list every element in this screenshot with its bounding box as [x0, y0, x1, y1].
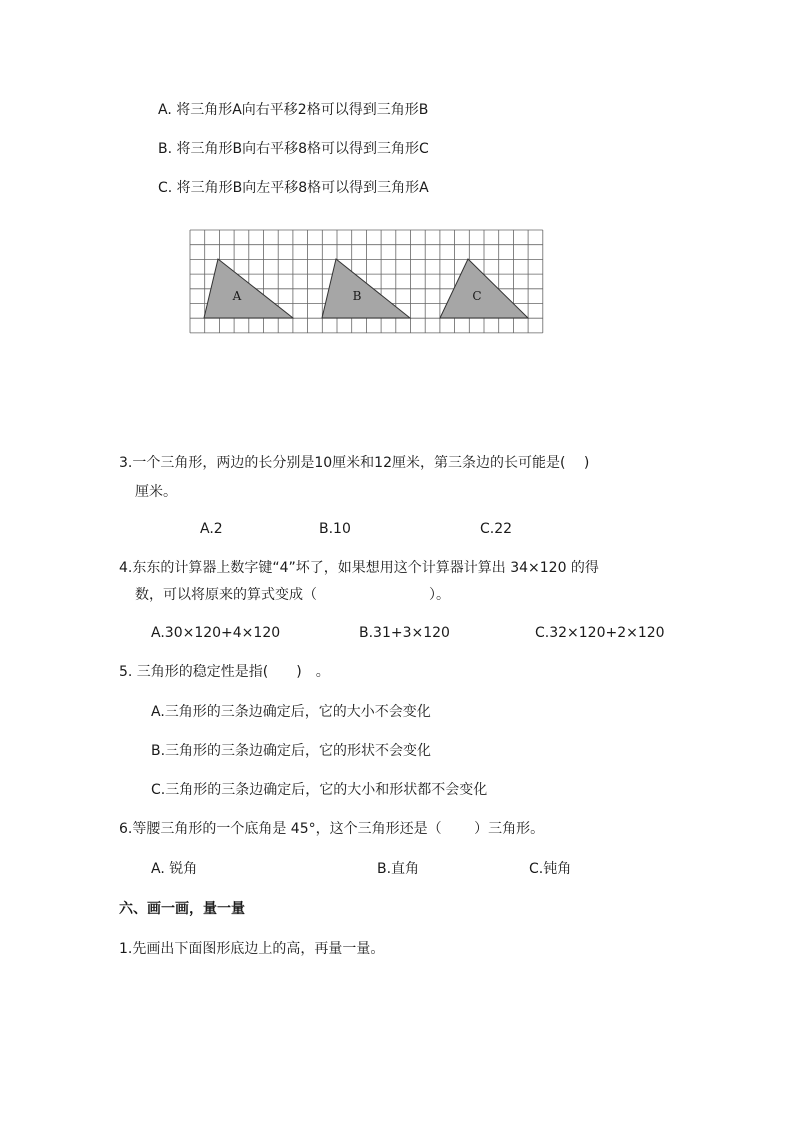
q3-stem-line1: 3.一个三角形，两边的长分别是10厘米和12厘米，第三条边的长可能是( ) — [119, 455, 590, 471]
q6-option-b: B.直角 — [377, 861, 420, 877]
grid-figure — [189, 229, 545, 339]
q5-stem: 5. 三角形的稳定性是指( ) 。 — [119, 664, 330, 680]
q3-stem-line2: 厘米。 — [135, 484, 177, 500]
q5-option-a: A.三角形的三条边确定后，它的大小不会变化 — [151, 704, 431, 720]
q5-option-b: B.三角形的三条边确定后，它的形状不会变化 — [151, 743, 432, 759]
section-heading: 六、画一画，量一量 — [119, 901, 245, 917]
q4-stem-line2: 数，可以将原来的算式变成（ ）。 — [135, 587, 450, 603]
q5-option-c: C.三角形的三条边确定后，它的大小和形状都不会变化 — [151, 782, 488, 798]
q2-option-b: B. 将三角形B向右平移8格可以得到三角形C — [158, 141, 429, 157]
q3-option-c: C.22 — [480, 521, 513, 537]
triangle-b-label: B — [352, 289, 362, 303]
triangle-c-label: C — [472, 289, 482, 303]
q3-option-b: B.10 — [319, 521, 351, 537]
section6-q1: 1.先画出下面图形底边上的高，再量一量。 — [119, 941, 385, 957]
q4-option-c: C.32×120+2×120 — [535, 625, 665, 641]
q4-stem-line1: 4.东东的计算器上数字键“4”坏了，如果想用这个计算器计算出 34×120 的得 — [119, 560, 599, 576]
q2-option-a: A. 将三角形A向右平移2格可以得到三角形B — [158, 102, 429, 118]
q6-option-a: A. 锐角 — [151, 861, 198, 877]
q2-option-c: C. 将三角形B向左平移8格可以得到三角形A — [158, 180, 429, 196]
q3-option-a: A.2 — [200, 521, 223, 537]
q4-option-a: A.30×120+4×120 — [151, 625, 281, 641]
q6-stem: 6.等腰三角形的一个底角是 45°，这个三角形还是（ ）三角形。 — [119, 821, 545, 837]
q6-option-c: C.钝角 — [529, 861, 572, 877]
triangle-a-label: A — [232, 289, 242, 303]
grid-svg — [189, 229, 545, 335]
q4-option-b: B.31+3×120 — [359, 625, 450, 641]
